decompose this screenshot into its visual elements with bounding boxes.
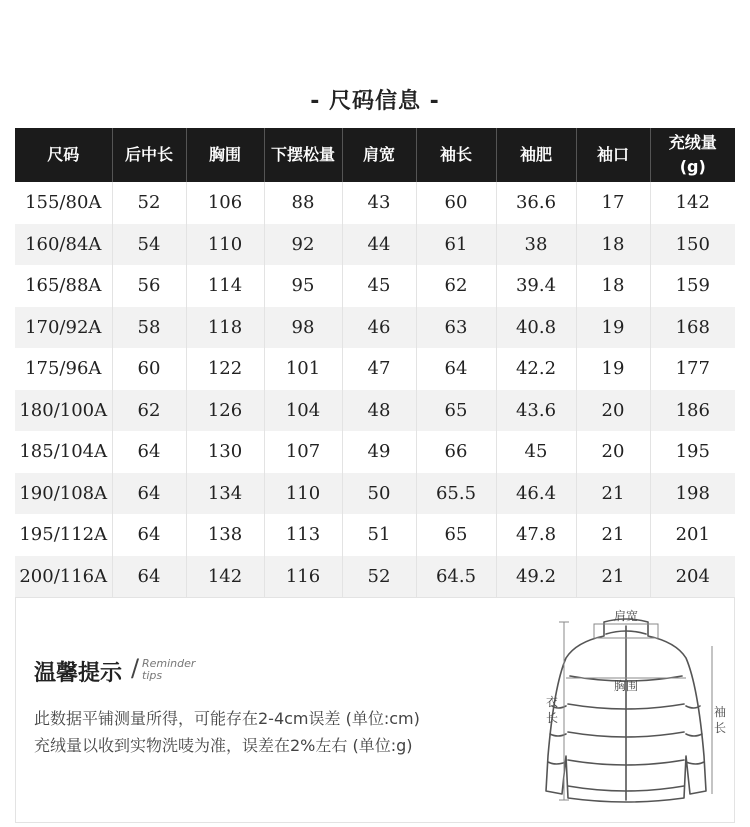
table-cell: 64: [112, 431, 186, 473]
puffer-jacket-icon: [526, 606, 726, 816]
table-cell: 65: [416, 514, 496, 556]
table-cell: 43: [342, 182, 416, 224]
header-cuff: 袖口: [576, 128, 650, 182]
table-cell: 142: [186, 556, 264, 598]
table-cell: 47: [342, 348, 416, 390]
tips-english-line2: tips: [142, 669, 163, 682]
table-cell: 62: [416, 265, 496, 307]
table-cell: 62: [112, 390, 186, 432]
table-cell: 200/116A: [15, 556, 112, 598]
header-hem-ease: 下摆松量: [264, 128, 342, 182]
diagram-length-label-1: 衣: [545, 695, 559, 709]
diagram-sleeve-label-2: 长: [713, 721, 726, 735]
table-row: [15, 473, 735, 515]
table-cell: 177: [650, 348, 735, 390]
table-cell: 38: [496, 224, 576, 266]
table-cell: 195: [650, 431, 735, 473]
table-cell: 110: [186, 224, 264, 266]
table-cell: 60: [112, 348, 186, 390]
table-cell: 60: [416, 182, 496, 224]
table-row: [15, 182, 735, 224]
table-cell: 170/92A: [15, 307, 112, 349]
table-cell: 21: [576, 514, 650, 556]
table-cell: 39.4: [496, 265, 576, 307]
table-cell: 20: [576, 431, 650, 473]
table-cell: 116: [264, 556, 342, 598]
table-cell: 175/96A: [15, 348, 112, 390]
table-cell: 114: [186, 265, 264, 307]
size-table: [15, 128, 735, 597]
table-cell: 19: [576, 348, 650, 390]
table-cell: 186: [650, 390, 735, 432]
table-cell: 48: [342, 390, 416, 432]
table-cell: 63: [416, 307, 496, 349]
table-cell: 45: [342, 265, 416, 307]
tips-english-line1: Reminder: [142, 657, 196, 670]
table-cell: 185/104A: [15, 431, 112, 473]
table-cell: 113: [264, 514, 342, 556]
table-cell: 201: [650, 514, 735, 556]
table-cell: 110: [264, 473, 342, 515]
table-cell: 64.5: [416, 556, 496, 598]
table-row: [15, 348, 735, 390]
table-cell: 21: [576, 556, 650, 598]
tips-measure-note: 此数据平铺测量所得，可能存在2-4cm误差 (单位:cm): [34, 709, 420, 728]
table-cell: 46: [342, 307, 416, 349]
table-row: [15, 307, 735, 349]
header-size: 尺码: [15, 128, 112, 182]
table-cell: 64: [416, 348, 496, 390]
table-cell: 52: [342, 556, 416, 598]
table-row: [15, 556, 735, 598]
table-cell: 98: [264, 307, 342, 349]
table-cell: 46.4: [496, 473, 576, 515]
table-cell: 64: [112, 514, 186, 556]
header-back-length: 后中长: [112, 128, 186, 182]
table-cell: 36.6: [496, 182, 576, 224]
table-cell: 19: [576, 307, 650, 349]
table-cell: 21: [576, 473, 650, 515]
header-sleeve-width: 袖肥: [496, 128, 576, 182]
tips-fill-note: 充绒量以收到实物洗唛为准，误差在2%左右 (单位:g): [34, 736, 413, 755]
header-shoulder: 肩宽: [342, 128, 416, 182]
table-cell: 88: [264, 182, 342, 224]
table-cell: 104: [264, 390, 342, 432]
header-down-fill: 充绒量 (g): [650, 128, 735, 182]
table-row: [15, 390, 735, 432]
table-cell: 107: [264, 431, 342, 473]
table-cell: 47.8: [496, 514, 576, 556]
table-cell: 58: [112, 307, 186, 349]
diagram-sleeve-label-1: 袖: [713, 705, 726, 719]
header-chest: 胸围: [186, 128, 264, 182]
table-cell: 43.6: [496, 390, 576, 432]
table-cell: 101: [264, 348, 342, 390]
table-cell: 168: [650, 307, 735, 349]
table-cell: 51: [342, 514, 416, 556]
table-cell: 138: [186, 514, 264, 556]
table-cell: 56: [112, 265, 186, 307]
table-cell: 180/100A: [15, 390, 112, 432]
table-cell: 42.2: [496, 348, 576, 390]
table-cell: 126: [186, 390, 264, 432]
table-cell: 65: [416, 390, 496, 432]
table-header-row: [15, 128, 735, 182]
table-row: [15, 265, 735, 307]
page-title: - 尺码信息 -: [310, 89, 440, 114]
tips-english-label: [142, 658, 195, 682]
table-cell: 142: [650, 182, 735, 224]
table-cell: 190/108A: [15, 473, 112, 515]
table-cell: 18: [576, 224, 650, 266]
table-cell: 160/84A: [15, 224, 112, 266]
table-cell: 204: [650, 556, 735, 598]
table-cell: 130: [186, 431, 264, 473]
table-cell: 18: [576, 265, 650, 307]
table-row: [15, 431, 735, 473]
table-cell: 122: [186, 348, 264, 390]
table-cell: 45: [496, 431, 576, 473]
tips-title: 温馨提示: [34, 661, 123, 686]
table-cell: 20: [576, 390, 650, 432]
diagram-shoulder-label: 肩宽: [613, 609, 639, 623]
diagram-chest-label: 胸围: [613, 679, 639, 693]
table-cell: 50: [342, 473, 416, 515]
table-cell: 17: [576, 182, 650, 224]
diagram-length-label-2: 长: [545, 711, 559, 725]
reminder-panel: [15, 597, 735, 823]
tips-slash: /: [131, 654, 140, 682]
table-cell: 159: [650, 265, 735, 307]
table-cell: 65.5: [416, 473, 496, 515]
table-cell: 49: [342, 431, 416, 473]
table-cell: 195/112A: [15, 514, 112, 556]
table-cell: 95: [264, 265, 342, 307]
table-cell: 134: [186, 473, 264, 515]
table-cell: 92: [264, 224, 342, 266]
table-cell: 118: [186, 307, 264, 349]
table-cell: 66: [416, 431, 496, 473]
table-cell: 64: [112, 473, 186, 515]
table-cell: 49.2: [496, 556, 576, 598]
table-cell: 165/88A: [15, 265, 112, 307]
table-cell: 40.8: [496, 307, 576, 349]
table-cell: 198: [650, 473, 735, 515]
table-cell: 54: [112, 224, 186, 266]
table-cell: 44: [342, 224, 416, 266]
table-cell: 52: [112, 182, 186, 224]
table-row: [15, 224, 735, 266]
table-row: [15, 514, 735, 556]
table-cell: 61: [416, 224, 496, 266]
table-cell: 150: [650, 224, 735, 266]
table-cell: 106: [186, 182, 264, 224]
header-sleeve-length: 袖长: [416, 128, 496, 182]
table-cell: 155/80A: [15, 182, 112, 224]
table-cell: 64: [112, 556, 186, 598]
